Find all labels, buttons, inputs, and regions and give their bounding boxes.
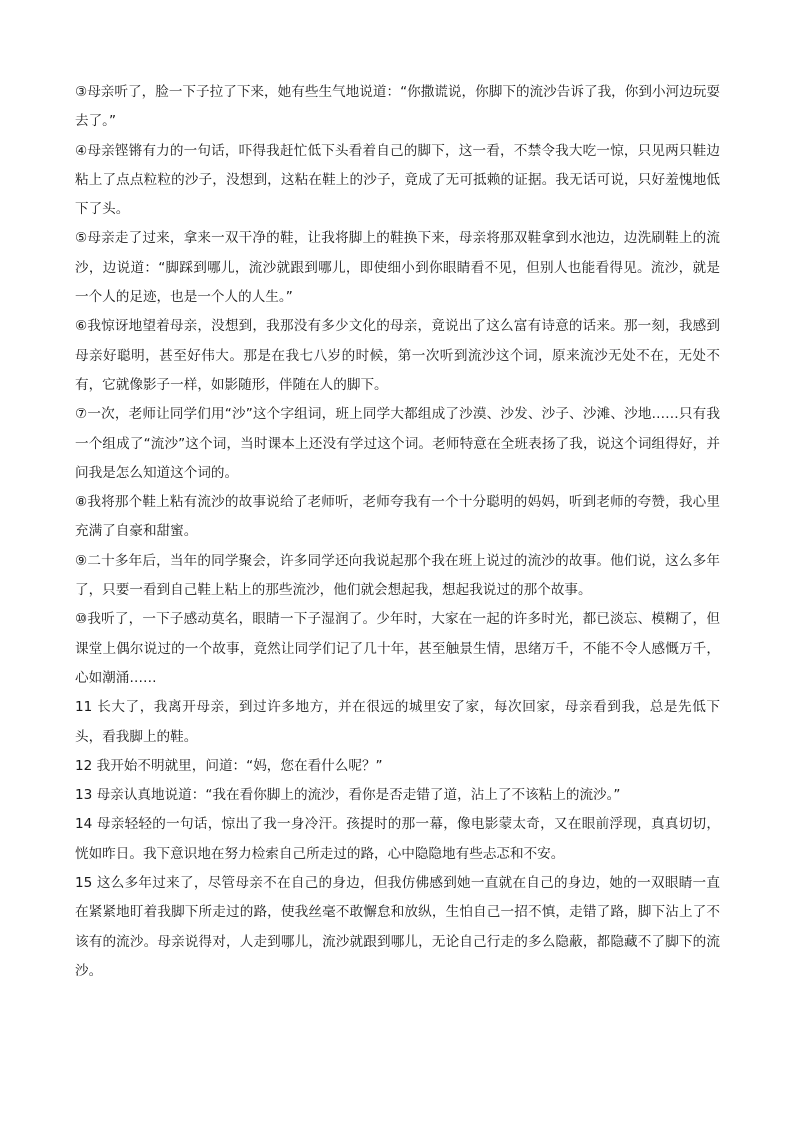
- paragraph-15: 15 这么多年过来了，尽管母亲不在自己的身边，但我仿佛感到她一直就在自己的身边，她的一双眼睛一直在紧紧地盯着我脚下所走过的路，使我丝毫不敢懈怠和放纵，生怕自己一招不慎，走错了路，脚下沾上了不该有的流沙。母亲说得对，人走到哪儿，流沙就跟到哪儿，无论自己行走的多么隐蔽，都隐藏不了脚下的流沙。: [75, 875, 720, 979]
- paragraph-13: 13 母亲认真地说道：“我在看你脚上的流沙，看你是否走错了道，沾上了不该粘上的流沙。”: [75, 787, 621, 804]
- document-page: [75, 78, 720, 986]
- paragraph-11: 11 长大了，我离开母亲，到过许多地方，并在很远的城里安了家，每次回家，母亲看到我，总是先低下头，看我脚上的鞋。: [75, 699, 720, 745]
- paragraph-9: ⑨二十多年后，当年的同学聚会，许多同学还向我说起那个我在班上说过的流沙的故事。他们说，这么多年了，只要一看到自己鞋上粘上的那些流沙，他们就会想起我，想起我说过的那个故事。: [75, 552, 720, 599]
- paragraph-8: ⑧我将那个鞋上粘有流沙的故事说给了老师听，老师夸我有一个十分聪明的妈妈，听到老师的夸赞，我心里充满了自豪和甜蜜。: [75, 494, 720, 540]
- paragraph-14: 14 母亲轻轻的一句话，惊出了我一身冷汗。孩提时的那一幕，像电影蒙太奇，又在眼前浮现，真真切切，恍如昨日。我下意识地在努力检索自己所走过的路，心中隐隐地有些忐忑和不安。: [75, 816, 720, 862]
- paragraph-3: ③母亲听了，脸一下子拉了下来，她有些生气地说道：“你撒谎说，你脚下的流沙告诉了我，你到小河边玩耍去了。”: [75, 84, 720, 130]
- paragraph-12: 12 我开始不明就里，问道：“妈，您在看什么呢？”: [75, 757, 383, 774]
- paragraph-5: ⑤母亲走了过来，拿来一双干净的鞋，让我将脚上的鞋换下来，母亲将那双鞋拿到水池边，边洗刷鞋上的流沙，边说道：“脚踩到哪儿，流沙就跟到哪儿，即使细小到你眼睛看不见，但别人也能看得见。流沙，就是一个人的足迹，也是一个人的人生。”: [75, 230, 720, 306]
- paragraph-6: ⑥我惊讶地望着母亲，没想到，我那没有多少文化的母亲，竟说出了这么富有诗意的话来。那一刻，我感到母亲好聪明，甚至好伟大。那是在我七八岁的时候，第一次听到流沙这个词，原来流沙无处不在，无处不有，它就像影子一样，如影随形，伴随在人的脚下。: [75, 318, 720, 393]
- paragraph-10: ⑩我听了，一下子感动莫名，眼睛一下子湿润了。少年时，大家在一起的许多时光，都已淡忘、模糊了，但课堂上偶尔说过的一个故事，竟然让同学们记了几十年，甚至触景生情，思绪万千，不能不令人感慨万千，心如潮涌……: [75, 611, 720, 686]
- paragraph-4: ④母亲铿锵有力的一句话，吓得我赶忙低下头看着自己的脚下，这一看，不禁令我大吃一惊，只见两只鞋边粘上了点点粒粒的沙子，没想到，这粘在鞋上的沙子，竟成了无可抵赖的证据。我无话可说，只好羞愧地低下了头。: [75, 142, 720, 218]
- paragraph-7: ⑦一次，老师让同学们用“沙”这个字组词，班上同学大都组成了沙漠、沙发、沙子、沙滩、沙地……只有我一个组成了“流沙”这个词，当时课本上还没有学过这个词。老师特意在全班表扬了我，说这个词组得好，并问我是怎么知道这个词的。: [75, 406, 720, 481]
